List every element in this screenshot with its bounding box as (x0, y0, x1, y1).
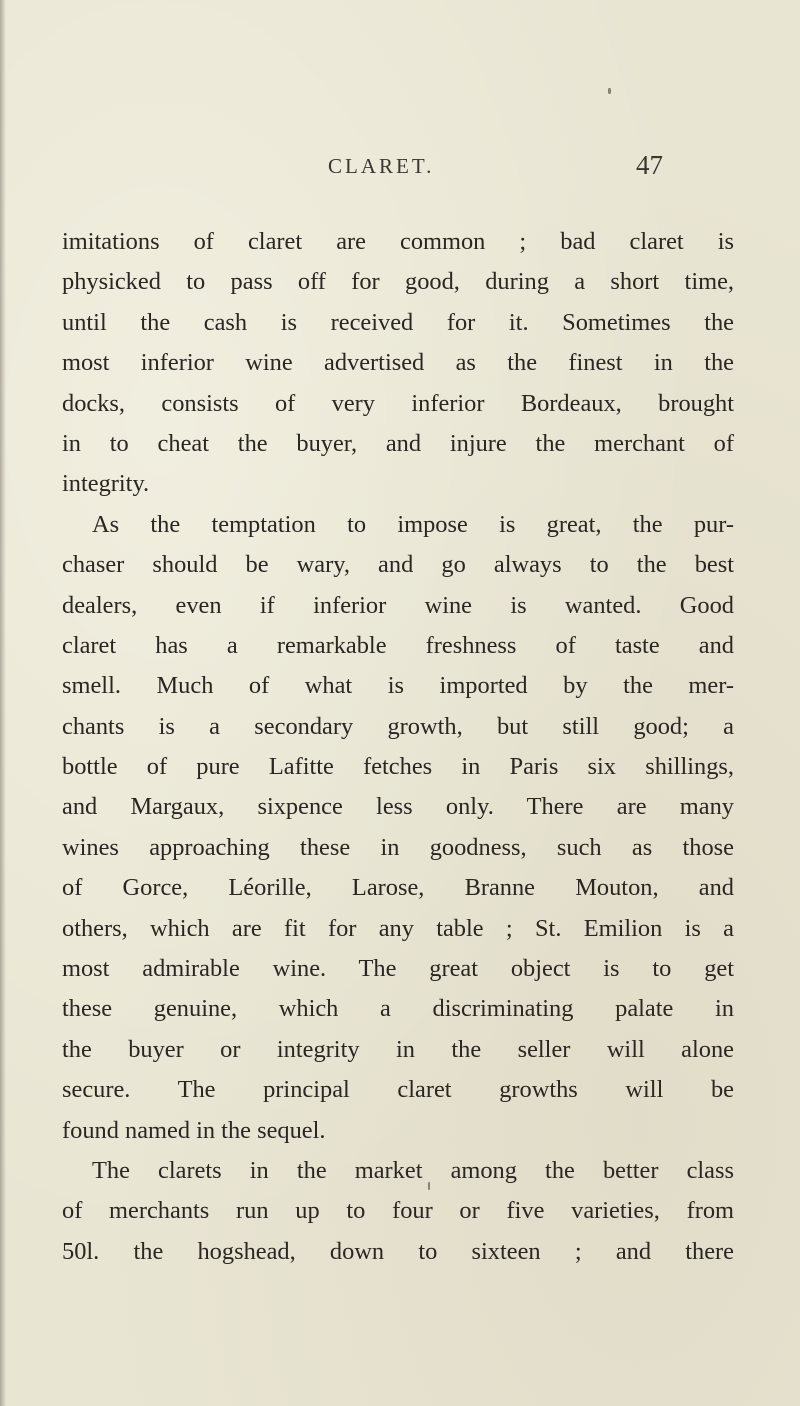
running-head (0, 150, 800, 190)
text-line: physicked to pass off for good, during a short time, (62, 268, 734, 296)
page-gutter-shadow (0, 0, 6, 1406)
text-line: 50l. the hogshead, down to sixteen ; and there (62, 1237, 734, 1265)
text-line: the buyer or integrity in the seller will alone (62, 1035, 734, 1063)
text-line: these genuine, which a discriminating palate in (62, 995, 734, 1023)
text-line: in to cheat the buyer, and injure the merchant of (62, 429, 734, 457)
text-line: As the temptation to impose is great, the pur- (92, 510, 734, 538)
text-line: chaser should be wary, and go always to the best (62, 551, 734, 579)
text-line: until the cash is received for it. Sometimes the (62, 308, 734, 336)
text-line: imitations of claret are common ; bad claret is (62, 228, 734, 255)
text-line: and Margaux, sixpence less only. There are many (62, 793, 734, 821)
text-line: smell. Much of what is imported by the mer- (62, 672, 734, 700)
text-line: claret has a remarkable freshness of taste and (62, 631, 734, 659)
body-text (62, 222, 734, 1272)
text-line: most admirable wine. The great object is to get (62, 955, 734, 983)
text-line: bottle of pure Lafitte fetches in Paris six shillings, (62, 753, 734, 781)
text-line: others, which are fit for any table ; St. Emilion is a (62, 914, 734, 942)
page-number: 47 (636, 150, 663, 180)
text-line: dealers, even if inferior wine is wanted. Good (62, 591, 734, 619)
text-line: docks, consists of very inferior Bordeaux, brought (62, 389, 734, 417)
text-line: integrity. (62, 470, 150, 498)
running-head-title: CLARET. (328, 154, 435, 178)
text-line: chants is a secondary growth, but still good; a (62, 712, 734, 740)
text-line: wines approaching these in goodness, such as those (62, 833, 734, 861)
text-line: of merchants run up to four or five varieties, from (62, 1197, 734, 1225)
ink-speck (608, 88, 611, 94)
text-line: most inferior wine advertised as the finest in the (62, 349, 734, 377)
text-line: The clarets in the market among the better class (92, 1156, 734, 1184)
text-line: of Gorce, Léorille, Larose, Branne Mouton, and (62, 874, 734, 902)
text-line: found named in the sequel. (62, 1116, 326, 1144)
text-line: secure. The principal claret growths will be (62, 1076, 734, 1104)
